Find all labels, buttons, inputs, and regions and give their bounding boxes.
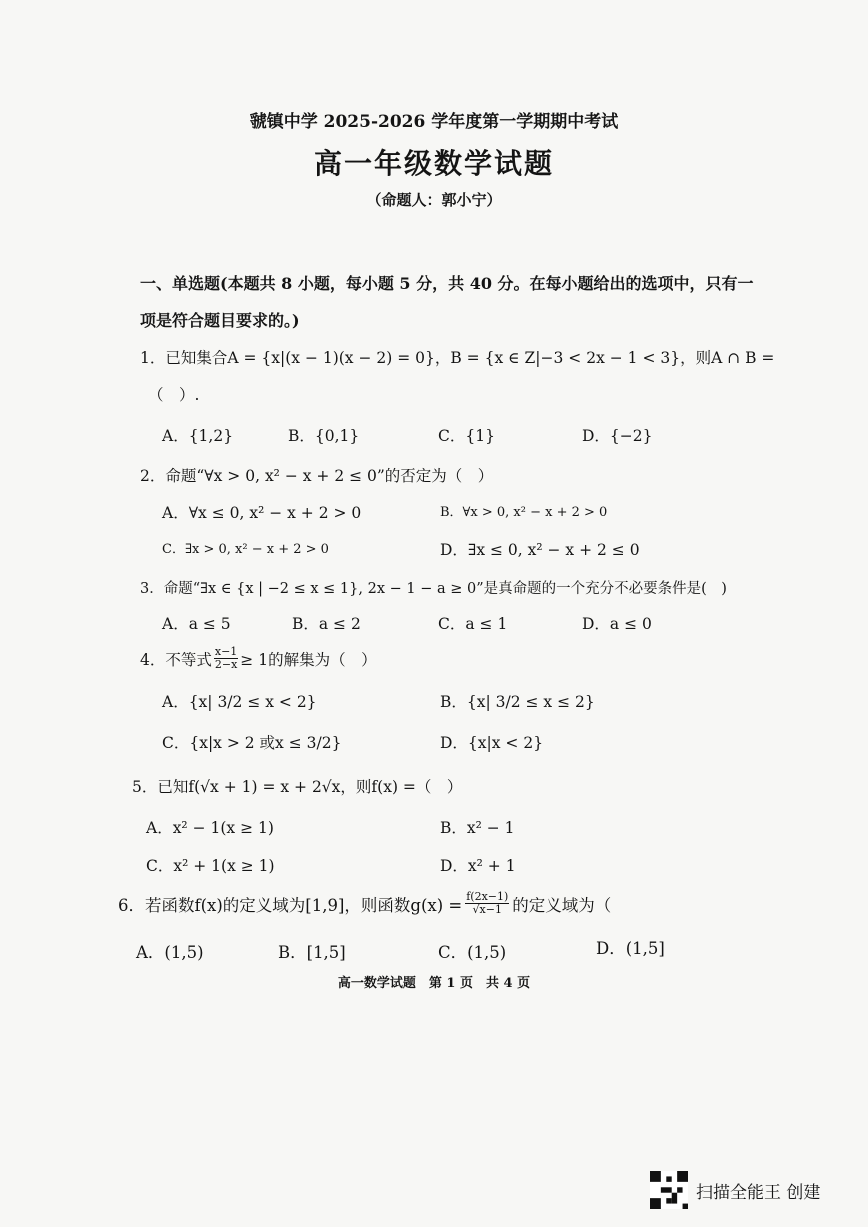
exam-subtitle: 虢镇中学 2025-2026 学年度第一学期期中考试 <box>249 112 619 132</box>
question-1-option-d: D．{−2} <box>582 427 653 445</box>
question-1-option-a: A．{1,2} <box>162 427 234 445</box>
question-1-option-b: B．{0,1} <box>288 427 360 445</box>
question-3-option-c: C．a ≤ 1 <box>438 615 508 633</box>
question-4-option-d: D．{x|x < 2} <box>440 734 544 752</box>
question-3-option-b: B．a ≤ 2 <box>292 615 361 633</box>
page-footer: 高一数学试题 第 1 页 共 4 页 <box>337 976 531 991</box>
watermark-text: 扫描全能王 创建 <box>696 1182 821 1203</box>
question-5-option-a: A．x² − 1(x ≥ 1) <box>146 819 274 837</box>
question-4-stem <box>140 646 377 671</box>
question-2-option-c: C．∃x > 0, x² − x + 2 > 0 <box>162 542 329 557</box>
question-6-stem-suffix: 的定义域为（ <box>512 895 612 915</box>
question-5-option-d: D．x² + 1 <box>440 857 516 875</box>
question-1-option-c: C．{1} <box>438 427 495 445</box>
question-3-stem: 3．命题“∃x ∈ {x | −2 ≤ x ≤ 1}, 2x − 1 − a ≥ 0”是真命题的一个充分不必要条件是( ) <box>140 581 727 597</box>
question-6-option-c: C．(1,5) <box>438 943 507 962</box>
question-5-option-c: C．x² + 1(x ≥ 1) <box>146 857 275 875</box>
question-4-stem-prefix: 4．不等式 <box>140 650 212 669</box>
question-4-fraction-denominator: 2−x <box>214 658 238 671</box>
question-3-option-d: D．a ≤ 0 <box>582 615 652 633</box>
section-heading-line1: 一、单选题(本题共 8 小题，每小题 5 分，共 40 分。在每小题给出的选项中，只有一 <box>140 274 754 293</box>
scanner-watermark <box>650 1171 820 1209</box>
question-1-stem: 1．已知集合A = {x|(x − 1)(x − 2) = 0}，B = {x ∈ Z|−3 < 2x − 1 < 3}，则A ∩ B = <box>140 349 775 367</box>
question-4-option-b: B．{x| 3/2 ≤ x ≤ 2} <box>440 693 595 711</box>
question-6-option-d: D．(1,5] <box>596 939 665 958</box>
question-2-option-d: D．∃x ≤ 0, x² − x + 2 ≤ 0 <box>440 541 640 559</box>
question-6-fraction-numerator: f(2x−1) <box>466 890 509 903</box>
question-4-stem-suffix: ≥ 1的解集为（ ） <box>240 650 377 669</box>
question-2-option-a: A．∀x ≤ 0, x² − x + 2 > 0 <box>162 504 362 522</box>
question-5-option-b: B．x² − 1 <box>440 819 515 837</box>
question-6-fraction-denominator: √x−1 <box>472 903 502 916</box>
question-6-stem <box>118 891 611 916</box>
question-5-stem: 5．已知f(√x + 1) = x + 2√x，则f(x) =（ ） <box>132 778 463 796</box>
question-6-stem-prefix: 6．若函数f(x)的定义域为[1,9]，则函数g(x) = <box>118 895 463 915</box>
question-3-option-a: A．a ≤ 5 <box>162 615 231 633</box>
question-2-stem: 2．命题“∀x > 0, x² − x + 2 ≤ 0”的否定为（ ） <box>140 467 494 485</box>
question-4-option-a: A．{x| 3/2 ≤ x < 2} <box>162 693 317 711</box>
question-4-fraction-numerator: x−1 <box>214 645 238 658</box>
exam-author: （命题人：郭小宁） <box>366 191 502 209</box>
question-6-fraction <box>465 891 509 916</box>
question-4-option-c: C．{x|x > 2 或x ≤ 3/2} <box>162 734 342 752</box>
question-6-option-a: A．(1,5) <box>136 943 204 962</box>
section-heading-line2: 项是符合题目要求的。) <box>140 311 300 330</box>
question-1-stem-cont: （ ）. <box>148 386 200 404</box>
question-6-option-b: B．[1,5] <box>278 943 346 962</box>
qr-code-icon <box>650 1171 688 1209</box>
question-4-fraction <box>214 646 238 671</box>
exam-title: 高一年级数学试题 <box>313 147 554 180</box>
question-2-option-b: B．∀x > 0, x² − x + 2 > 0 <box>440 505 608 520</box>
